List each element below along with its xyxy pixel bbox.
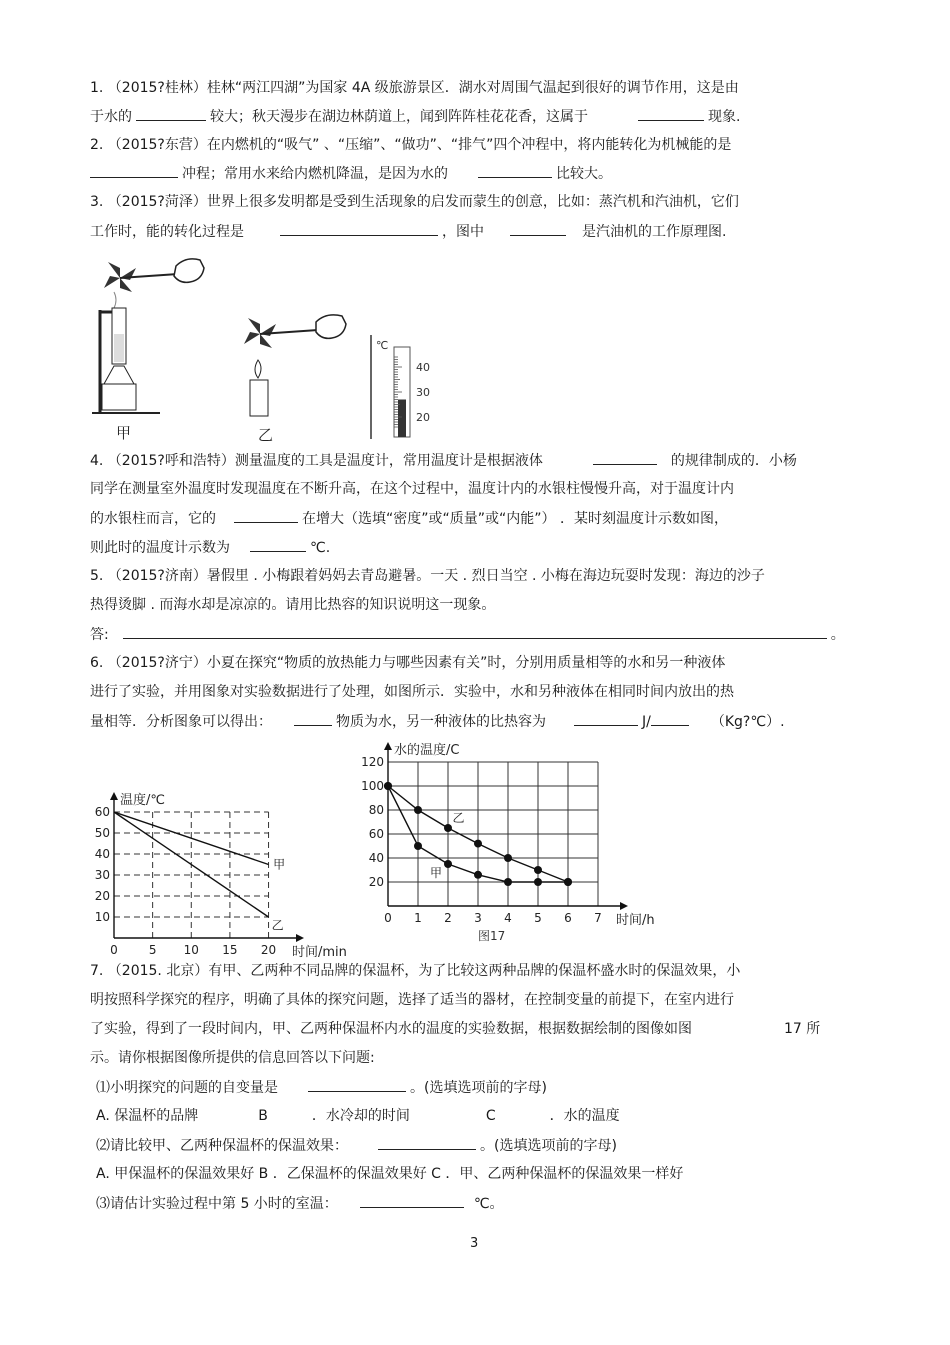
q7-options2: A. 甲保温杯的保温效果好 B ．乙保温杯的保温效果好 C ．甲、乙两种保温杯的保温效果一样好 — [96, 1166, 684, 1182]
q3-line1: 3. （2015?菏泽）世界上很多发明都是受到生活现象的启发而蒙生的创意，比如：蒸汽机和汽油机，它们 — [90, 194, 739, 210]
q7-option-c: ．水的温度 — [549, 1108, 620, 1124]
q5-line1: 5. （2015?济南）暑假里 . 小梅跟着妈妈去青岛避暑。一天 . 烈日当空 . 小梅在海边玩耍时发现：海边的沙子 — [90, 568, 765, 584]
thermo-tick-label: 30 — [416, 386, 430, 399]
q7-option-b-letter: B — [258, 1108, 268, 1124]
thermo-tick-label: 20 — [416, 411, 430, 424]
burner-icon — [104, 366, 134, 384]
y-axis-label: 水的温度/C — [394, 743, 460, 758]
data-point — [444, 860, 452, 868]
q6-blank-2[interactable] — [574, 711, 638, 726]
x-tick-label: 4 — [504, 911, 512, 925]
q4-blank-3[interactable] — [250, 537, 306, 552]
x-tick-label: 15 — [222, 943, 238, 957]
data-point — [474, 871, 482, 879]
x-tick-label: 0 — [110, 943, 118, 957]
series-label: 甲 — [430, 866, 443, 881]
hand-icon — [316, 315, 346, 339]
data-point — [504, 854, 512, 862]
y-axis-arrow — [384, 742, 392, 750]
thermometer-figure — [368, 333, 436, 441]
y-tick-label: 60 — [368, 827, 384, 841]
figure-caption: 图17 — [478, 929, 506, 943]
x-axis-label: 时间/h — [616, 913, 655, 928]
x-axis-arrow — [296, 934, 304, 942]
q1-text-a: 于水的 — [90, 109, 132, 125]
x-tick-label: 20 — [260, 943, 277, 957]
flame-icon — [255, 360, 261, 378]
q4-text-b: 的规律制成的．小杨 — [670, 453, 797, 469]
q5-line3 — [90, 624, 845, 645]
q1-text-b: 较大；秋天漫步在湖边林荫道上，闻到阵阵桂花花香，这属于 — [210, 109, 588, 125]
q6-line3 — [90, 711, 785, 732]
q4-text-e: 则此时的温度计示数为 — [90, 540, 230, 556]
y-axis-arrow — [110, 792, 118, 800]
y-axis-label: 温度/℃ — [120, 793, 165, 808]
q1-line1: 1. （2015?桂林）桂林“两江四湖”为国家 4A 级旅游景区．湖水对周围气温起到很好的调节作用，这是由 — [90, 80, 739, 96]
q7-blank-2[interactable] — [378, 1135, 476, 1150]
q6-text-a: 量相等．分析图象可以得出： — [90, 714, 272, 730]
q7-sub3-text: ⑶请估计实验过程中第 5 小时的室温： — [96, 1196, 338, 1212]
q2-text-a: 冲程；常用水来给内燃机降温，是因为水的 — [182, 166, 448, 182]
caption-yi: 乙 — [258, 426, 274, 444]
q6-text-d: （Kg?℃）. — [710, 714, 785, 730]
x-tick-label: 5 — [534, 911, 542, 925]
q6-line1: 6. （2015?济宁）小夏在探究“物质的放热能力与哪些因素有关”时，分别用质量相等的水和另一种液体 — [90, 655, 726, 671]
q1-blank-1[interactable] — [136, 106, 206, 121]
x-axis-label: 时间/min — [292, 945, 347, 960]
q4-text-a: 4. （2015?呼和浩特）测量温度的工具是温度计，常用温度计是根据液体 — [90, 453, 543, 469]
q7-sub1-end: 。(选填选项前的字母) — [410, 1080, 547, 1096]
q5-line2: 热得烫脚 . 而海水却是凉凉的。请用比热容的知识说明这一现象。 — [90, 597, 496, 613]
q7-sub3-end: ℃。 — [473, 1196, 504, 1212]
q4-line4 — [90, 537, 330, 558]
q3-text-b: ，图中 — [442, 224, 484, 240]
q3-text-a: 工作时，能的转化过程是 — [90, 224, 244, 240]
series-label: 乙 — [271, 918, 284, 933]
q7-option-c-letter: C — [485, 1108, 496, 1124]
y-tick-label: 120 — [361, 755, 384, 769]
q7-line4: 示。请你根据图像所提供的信息回答以下问题: — [90, 1050, 375, 1066]
q7-blank-1[interactable] — [308, 1077, 406, 1092]
data-point — [414, 806, 422, 814]
y-tick-label: 30 — [94, 868, 110, 882]
q7-line2: 明按照科学探究的程序，明确了具体的探究问题，选择了适当的器材，在控制变量的前提下，在室内进行 — [90, 992, 734, 1008]
q1-blank-2[interactable] — [638, 106, 704, 121]
x-tick-label: 1 — [414, 911, 422, 925]
q7-sub2-end: 。(选填选项前的字母) — [480, 1138, 617, 1154]
data-point — [564, 878, 572, 886]
data-point — [444, 824, 452, 832]
x-tick-label: 6 — [564, 911, 572, 925]
q2-blank-1[interactable] — [90, 163, 178, 178]
q1-line2 — [90, 106, 740, 127]
y-tick-label: 20 — [368, 875, 384, 889]
q2-blank-2[interactable] — [478, 163, 552, 178]
x-tick-label: 2 — [444, 911, 452, 925]
q5-answer-blank[interactable] — [123, 624, 827, 639]
q4-line2: 同学在测量室外温度时发现温度在不断升高，在这个过程中，温度计内的水银柱慢慢升高，对于温度计内 — [90, 481, 734, 497]
q4-text-c: 的水银柱而言，它的 — [90, 511, 216, 527]
chart-1 — [82, 780, 352, 960]
data-point — [474, 840, 482, 848]
data-point — [414, 842, 422, 850]
q6-text-b: 物质为水，另一种液体的比热容为 — [336, 714, 546, 730]
y-tick-label: 40 — [368, 851, 384, 865]
q7-text-b: 17 所 — [784, 1021, 821, 1037]
data-point — [504, 878, 512, 886]
data-point — [534, 866, 542, 874]
series-label: 甲 — [273, 857, 286, 872]
q7-option-b: ．水冷却的时间 — [311, 1108, 410, 1124]
x-tick-label: 3 — [474, 911, 482, 925]
mercury-column — [398, 400, 406, 438]
y-tick-label: 20 — [94, 889, 110, 903]
x-tick-label: 10 — [183, 943, 199, 957]
data-point — [534, 878, 542, 886]
figure-jia-steam — [90, 248, 210, 443]
y-tick-label: 60 — [94, 805, 110, 819]
q6-text-c: J/ — [642, 714, 651, 730]
page-number: 3 — [470, 1236, 479, 1251]
q2-line1: 2. （2015?东营）在内燃机的“吸气” 、“压缩”、“做功”、“排气”四个冲程中，将内能转化为机械能的是 — [90, 137, 732, 153]
q7-line3 — [90, 1019, 820, 1039]
y-tick-label: 80 — [368, 803, 384, 817]
q7-text-a: 了实验，得到了一段时间内，甲、乙两种保温杯内水的温度的实验数据，根据数据绘制的图像如图 — [90, 1021, 692, 1037]
x-tick-label: 5 — [148, 943, 157, 957]
q7-sub2 — [96, 1135, 617, 1156]
q3-text-c: 是汽油机的工作原理图. — [582, 224, 727, 240]
candle — [250, 380, 268, 416]
y-tick-label: 40 — [94, 847, 110, 861]
hand-icon — [174, 259, 204, 283]
q7-blank-3[interactable] — [360, 1193, 464, 1208]
y-tick-label: 10 — [94, 910, 110, 924]
x-axis-arrow — [620, 902, 628, 910]
y-tick-label: 50 — [94, 826, 110, 840]
series-label: 乙 — [452, 811, 465, 825]
data-point — [384, 782, 392, 790]
x-tick-label: 0 — [384, 911, 392, 925]
q2-text-b: 比较大。 — [556, 166, 612, 182]
q7-options1 — [96, 1106, 620, 1126]
q3-blank-1[interactable] — [280, 221, 438, 236]
x-tick-label: 7 — [594, 911, 602, 925]
q7-sub3 — [96, 1193, 504, 1214]
q7-sub1-text: ⑴小明探究的问题的自变量是 — [96, 1080, 278, 1096]
q5-text-end: 。 — [830, 627, 845, 643]
caption-jia: 甲 — [116, 424, 132, 442]
q7-sub2-text: ⑵请比较甲、乙两种保温杯的保温效果： — [96, 1138, 348, 1154]
q7-sub1 — [96, 1077, 547, 1098]
q1-text-c: 现象. — [708, 109, 741, 125]
q4-line3 — [90, 508, 728, 529]
y-tick-label: 100 — [361, 779, 384, 793]
q6-blank-3[interactable] — [651, 711, 689, 726]
q2-line2 — [90, 163, 612, 184]
figure-yi-candle — [238, 312, 358, 442]
q4-blank-2[interactable] — [234, 508, 298, 523]
q3-blank-2[interactable] — [510, 221, 566, 236]
q4-text-f: ℃. — [310, 540, 331, 556]
thermo-tick-label: 40 — [416, 361, 430, 374]
q4-blank-1[interactable] — [593, 450, 657, 465]
q6-blank-1[interactable] — [294, 711, 332, 726]
q7-option-a: A. 保温杯的品牌 — [96, 1108, 199, 1124]
q5-answer-label: 答: — [90, 627, 109, 643]
q4-text-d: 在增大（选填“密度”或“质量”或“内能”） ．某时刻温度计示数如图， — [302, 511, 728, 527]
q6-line2: 进行了实验，并用图象对实验数据进行了处理，如图所示．实验中，水和另种液体在相同时间内放出的热 — [90, 684, 734, 700]
q3-line2 — [90, 221, 726, 242]
thermometer-unit: ℃ — [376, 339, 389, 352]
q7-line1: 7. （2015. 北京）有甲、乙两种不同品牌的保温杯，为了比较这两种品牌的保温杯盛水时的保温效果，小 — [90, 963, 741, 979]
q4-line1 — [90, 450, 797, 471]
chart-2 — [360, 736, 655, 948]
